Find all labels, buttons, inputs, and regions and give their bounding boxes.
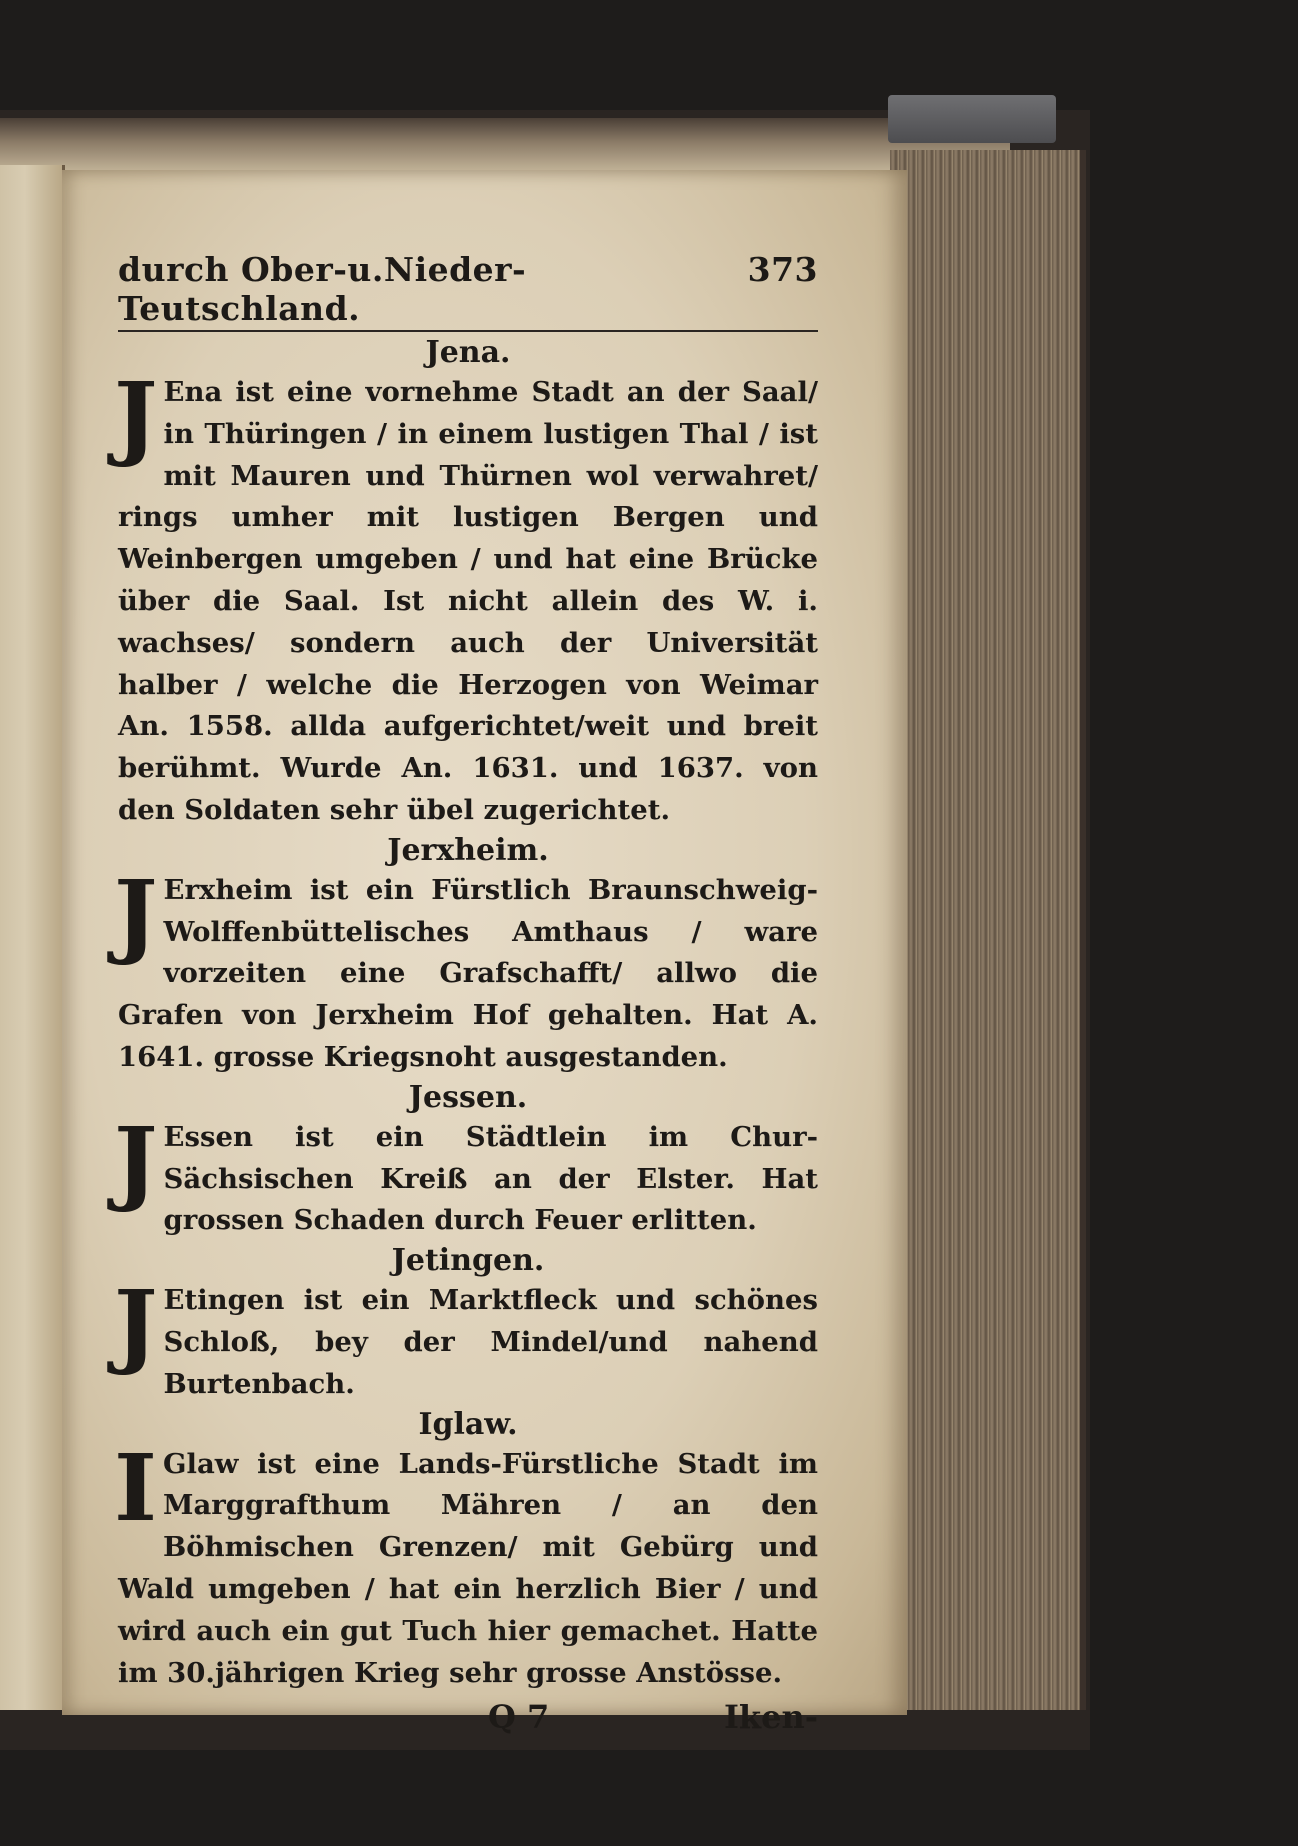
entry-jessen bbox=[114, 1079, 818, 1242]
page-number: 373 bbox=[747, 250, 818, 289]
entry-text bbox=[114, 1433, 818, 1695]
entry-title: Jerxheim. bbox=[387, 832, 549, 868]
entry-title: Jessen. bbox=[408, 1079, 528, 1115]
entry-jena bbox=[114, 335, 818, 832]
entry-jerxheim bbox=[114, 832, 818, 1079]
drop-cap: J bbox=[114, 362, 158, 470]
entry-jetingen bbox=[114, 1243, 818, 1405]
running-head-title: durch Ober-u.Nieder-Teutschland. bbox=[118, 250, 527, 328]
drop-cap: J bbox=[114, 1270, 158, 1379]
entry-iglaw bbox=[114, 1406, 818, 1695]
entry-title: Jena. bbox=[425, 335, 511, 370]
entry-body: Glaw ist eine Lands-Fürstliche Stadt im Marggrafthum Mähren / an den Böhmischen Grenzen/ mit Gebürg und Wald umgeben / hat ein herzlich Bier / und wird auch ein gut Tuch hier gemachet. Hatte im 30.jährigen Krieg sehr grosse Anstösse. bbox=[118, 1447, 818, 1689]
signature-mark: Q 7 bbox=[488, 1698, 550, 1737]
entry-body: Essen ist ein Städtlein im Chur-Sächsischen Kreiß an der Elster. Hat grossen Schaden durch Feuer erlitten. bbox=[163, 1120, 818, 1237]
entry-text bbox=[114, 1106, 818, 1242]
catchword: Iken- bbox=[723, 1698, 818, 1737]
book-clasp bbox=[888, 95, 1056, 143]
drop-cap: I bbox=[114, 1433, 158, 1542]
drop-cap: J bbox=[114, 859, 158, 968]
page-block-edge bbox=[890, 150, 1086, 1710]
entry-text bbox=[114, 1270, 818, 1405]
entry-body: Erxheim ist ein Fürstlich Braunschweig-Wolffenbüttelisches Amthaus / ware vorzeiten eine Grafschafft/ allwo die Grafen von Jerxheim Hof gehalten. Hat A. 1641. grosse Kriegsnoht ausgestanden. bbox=[118, 873, 818, 1073]
drop-cap: J bbox=[114, 1106, 158, 1215]
entry-text bbox=[114, 859, 818, 1079]
entry-title: Iglaw. bbox=[418, 1406, 518, 1442]
entry-text bbox=[114, 362, 818, 832]
page-footer bbox=[118, 1698, 818, 1736]
entry-body: Ena ist eine vornehme Stadt an der Saal/ in Thüringen / in einem lustigen Thal / ist mit Mauren und Thürnen wol verwahret/ rings umher mit lustigen Bergen und Weinbergen umgeben / und hat eine Brücke über die Saal. Ist nicht allein des W. i. wachses/ sondern auch der Universität halber / welche die Herzogen von Weimar An. 1558. allda aufgerichtet/weit und breit berühmt. Wurde An. 1631. und 1637. von den Soldaten sehr übel zugerichtet. bbox=[118, 376, 818, 826]
book-top-edge bbox=[0, 118, 1010, 170]
entry-title: Jetingen. bbox=[391, 1243, 545, 1279]
entry-body: Etingen ist ein Marktfleck und schönes Schloß, bey der Mindel/und nahend Burtenbach. bbox=[163, 1284, 818, 1400]
running-head bbox=[118, 250, 818, 332]
page-text bbox=[114, 250, 818, 1737]
left-page bbox=[0, 165, 65, 1710]
